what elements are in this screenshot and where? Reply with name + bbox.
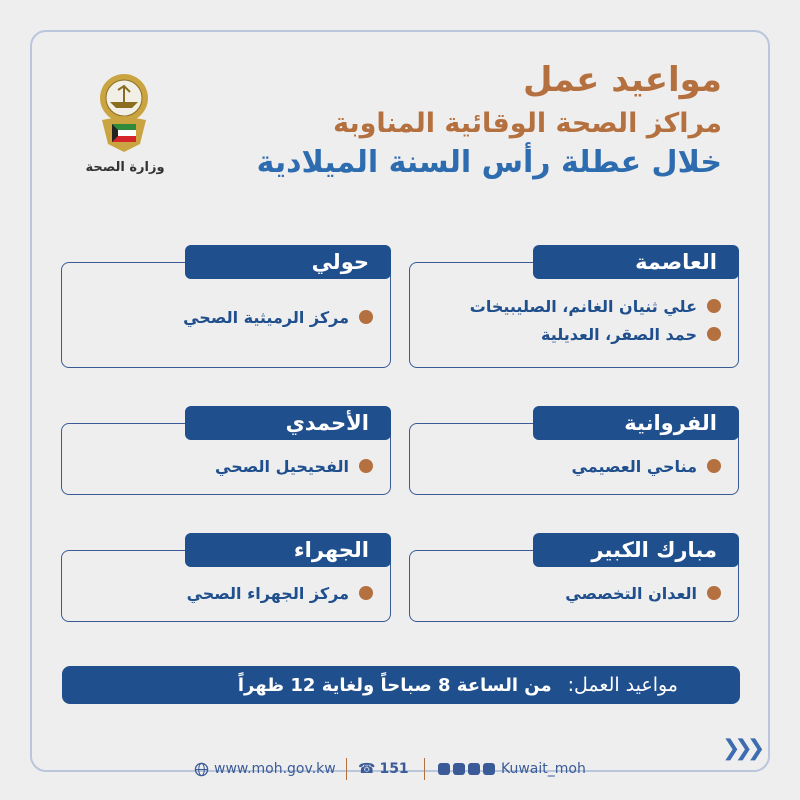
region-title-ahmadi: الأحمدي [185, 406, 391, 440]
bullet-dot [707, 586, 721, 600]
footer-phone[interactable] [358, 761, 409, 777]
region-list-hawalli [183, 303, 373, 331]
bullet-dot [707, 459, 721, 473]
ministry-caption: وزارة الصحة [85, 160, 165, 175]
bullet-dot [359, 459, 373, 473]
working-hours-value: من الساعة 8 صباحاً ولغاية 12 ظهراً [237, 674, 552, 696]
footer [0, 756, 800, 782]
working-hours-label: مواعيد العمل: [567, 674, 678, 696]
list-item: مناحي العصيمي [572, 452, 721, 480]
footer-divider [424, 758, 425, 780]
next-arrows-icon: ❯❯❯ [722, 736, 760, 761]
bullet-dot [359, 586, 373, 600]
list-item: علي ثنيان الغانم، الصليبيخات [470, 292, 721, 320]
bullet-dot [359, 310, 373, 324]
bullet-dot [707, 327, 721, 341]
footer-phone-text: 151 [379, 761, 409, 777]
bullet-dot [707, 299, 721, 313]
title-line-3: خلال عطلة رأس السنة الميلادية [256, 145, 722, 180]
region-title-jahra: الجهراء [185, 533, 391, 567]
footer-website[interactable] [194, 761, 336, 777]
footer-social[interactable] [438, 761, 586, 777]
region-list-mubarak-alkabeer [565, 579, 721, 607]
region-title-farwaniya: الفروانية [533, 406, 739, 440]
list-item: مركز الرميثية الصحي [183, 303, 373, 331]
region-title-mubarak-alkabeer: مبارك الكبير [533, 533, 739, 567]
footer-website-text: www.moh.gov.kw [214, 761, 336, 777]
region-title-capital: العاصمة [533, 245, 739, 279]
footer-divider [346, 758, 347, 780]
youtube-icon [483, 763, 495, 775]
region-list-ahmadi [215, 452, 373, 480]
instagram-icon [453, 763, 465, 775]
region-list-farwaniya [572, 452, 721, 480]
region-list-capital [470, 292, 721, 348]
title-line-2: مراكز الصحة الوقائية المناوبة [333, 108, 722, 139]
list-item: مركز الجهراء الصحي [187, 579, 373, 607]
twitter-icon [468, 763, 480, 775]
list-item: العدان التخصصي [565, 579, 721, 607]
working-hours-bar [62, 666, 740, 704]
globe-icon [194, 762, 209, 777]
list-item: حمد الصقر، العديلية [470, 320, 721, 348]
title-line-1: مواعيد عمل [523, 60, 722, 100]
facebook-icon [438, 763, 450, 775]
phone-icon: ☎ [358, 761, 376, 777]
list-item: الفحيحيل الصحي [215, 452, 373, 480]
footer-social-handle: Kuwait_moh [501, 761, 586, 777]
region-title-hawalli: حولي [185, 245, 391, 279]
region-list-jahra [187, 579, 373, 607]
